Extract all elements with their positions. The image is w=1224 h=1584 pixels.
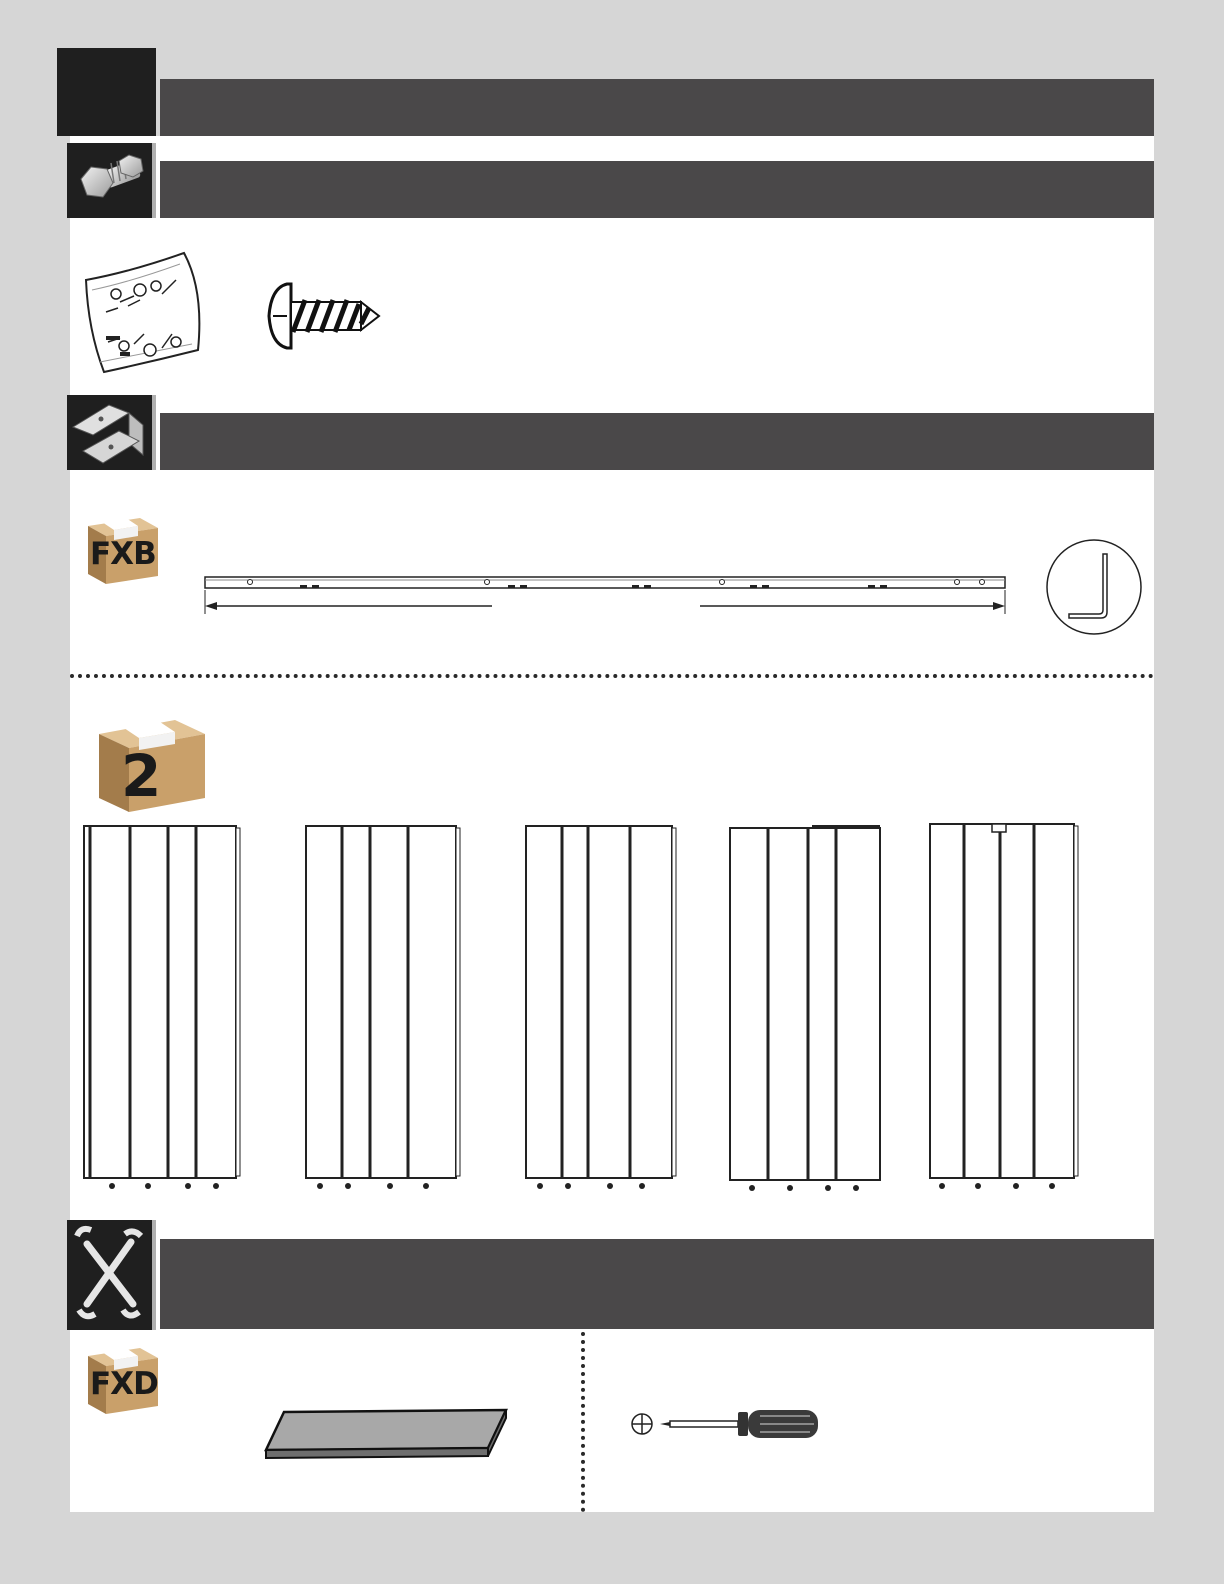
angle-rail-part (200, 572, 1010, 618)
angle-profile-detail (1045, 538, 1143, 636)
carton-label: FXD (90, 1366, 158, 1402)
step-number-box (57, 48, 156, 136)
floor-board-part (262, 1408, 510, 1460)
hardware-bag (80, 250, 206, 376)
hex-bolt-nut-icon (67, 143, 152, 218)
phillips-screwdriver-icon (630, 1406, 826, 1442)
angle-profile-icon (1045, 538, 1143, 636)
pan-head-screw (263, 280, 388, 352)
board-drawing (262, 1408, 510, 1460)
wall-panel (82, 822, 242, 1192)
wall-panel (928, 818, 1088, 1192)
hardware-section-icon-box (67, 143, 156, 218)
angle-bracket-icon (67, 395, 152, 470)
tools-divider (581, 1332, 585, 1512)
wall-panel (304, 822, 464, 1192)
crossed-wrenches-icon (67, 1220, 152, 1330)
step-header-bar (160, 79, 1154, 136)
section-divider (70, 674, 1154, 678)
wall-panel (728, 824, 888, 1194)
carton-label: FXB (90, 536, 156, 572)
parts-header-bar (160, 413, 1154, 470)
wall-panel (524, 822, 684, 1192)
phillips-screwdriver (630, 1406, 826, 1442)
tools-section-icon-box (67, 1220, 156, 1330)
parts-section-icon-box (67, 395, 156, 470)
angle-rail-drawing (200, 572, 1010, 618)
carton-fxd (82, 1342, 162, 1416)
pan-head-screw-icon (263, 280, 388, 352)
hardware-bag-icon (80, 250, 206, 376)
hardware-header-bar (160, 161, 1154, 218)
carton-fxb (82, 512, 162, 586)
tools-header-bar (160, 1239, 1154, 1329)
carton-2 (93, 712, 209, 814)
carton-label: 2 (121, 742, 161, 810)
